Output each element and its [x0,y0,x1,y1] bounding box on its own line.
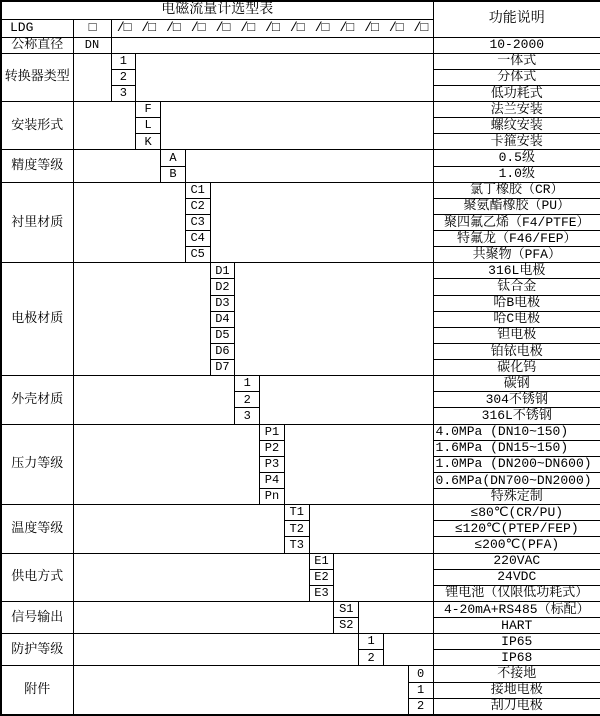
dn-code-box: □ [73,19,111,37]
option-desc-cell: 氯丁橡胶（CR） [433,182,600,198]
option-code-cell: 3 [235,408,260,424]
option-desc-cell: 哈B电极 [433,295,600,311]
option-desc-cell: 4.0MPa (DN10~150) [433,424,600,440]
option-desc-cell: IP68 [433,650,600,666]
blank-cell [185,150,433,182]
option-desc-cell: 共聚物（PFA） [433,247,600,263]
band-label: 电极材质 [1,263,73,376]
option-desc-cell: 刮刀电极 [433,698,600,715]
blank-cell [210,182,433,263]
option-desc-cell: 4-20mA+RS485（标配） [433,601,600,617]
option-desc-cell: 低功耗式 [433,85,600,101]
function-column-header: 功能说明 [433,1,600,37]
option-desc-cell: 不接地 [433,666,600,682]
option-code-cell: D3 [210,295,235,311]
option-desc-cell: 316L不锈钢 [433,408,600,424]
option-code-cell: D7 [210,360,235,376]
option-desc-cell: ≤80℃(CR/PU) [433,505,600,521]
option-code-cell: L [136,118,161,134]
option-code-cell: D2 [210,279,235,295]
code-slot-box: /□ [383,19,408,37]
dn-code-cell: DN [73,37,111,53]
band-label: 供电方式 [1,553,73,601]
band-label: 压力等级 [1,424,73,505]
blank-cell [73,53,111,101]
option-code-cell: F [136,102,161,118]
blank-cell [136,53,433,101]
blank-cell [260,376,433,424]
option-code-cell: 1 [235,376,260,392]
option-desc-cell: 接地电极 [433,682,600,698]
option-code-cell: 2 [359,650,384,666]
option-desc-cell: ≤200℃(PFA) [433,537,600,553]
option-code-cell: 1 [408,682,433,698]
option-desc-cell: 锂电池（仅限低功耗式） [433,585,600,601]
blank-cell [73,424,260,505]
model-prefix-cell: LDG [1,19,73,37]
option-code-cell: P3 [260,456,285,472]
code-slot-box: /□ [334,19,359,37]
option-code-cell: E3 [309,585,334,601]
option-desc-cell: 法兰安装 [433,102,600,118]
blank-cell [73,376,235,424]
option-code-cell: C2 [185,198,210,214]
option-code-cell: P4 [260,472,285,488]
option-desc-cell: HART [433,618,600,634]
option-desc-cell: 钽电极 [433,327,600,343]
blank-cell [73,505,284,553]
option-code-cell: T1 [284,505,309,521]
option-desc-cell: 铂铱电极 [433,343,600,359]
option-code-cell: Pn [260,489,285,505]
blank-cell [73,182,185,263]
blank-cell [383,634,433,666]
option-code-cell: 0 [408,666,433,682]
option-desc-cell: 1.0MPa (DN200~DN600) [433,456,600,472]
code-slot-box: /□ [309,19,334,37]
option-code-cell: D5 [210,327,235,343]
option-code-cell: 2 [408,698,433,715]
code-slot-box: /□ [260,19,285,37]
blank-cell [73,634,359,666]
option-code-cell: D1 [210,263,235,279]
blank-cell [359,601,433,633]
code-slot-box: /□ [408,19,433,37]
option-code-cell: S1 [334,601,359,617]
code-slot-box: /□ [161,19,186,37]
blank-cell [73,601,334,633]
option-desc-cell: 一体式 [433,53,600,69]
option-code-cell: S2 [334,618,359,634]
blank-cell [309,505,433,553]
band-label-dn: 公称直径 [1,37,73,53]
blank-cell [73,102,136,150]
option-desc-cell: 卡箍安装 [433,134,600,150]
option-code-cell: T2 [284,521,309,537]
option-desc-cell: 特氟龙（F46/FEP） [433,231,600,247]
option-code-cell: T3 [284,537,309,553]
option-desc-cell: 碳钢 [433,376,600,392]
option-code-cell: K [136,134,161,150]
option-desc-cell: ≤120℃(PTEP/FEP) [433,521,600,537]
option-code-cell: C1 [185,182,210,198]
page-title: 电磁流量计选型表 [1,1,433,19]
option-desc-cell: 24VDC [433,569,600,585]
band-label: 温度等级 [1,505,73,553]
option-code-cell: E2 [309,569,334,585]
option-code-cell: C4 [185,231,210,247]
blank-cell [73,263,210,376]
option-desc-cell: 螺纹安装 [433,118,600,134]
code-slot-box: /□ [136,19,161,37]
option-desc-cell: 聚四氟乙烯（F4/PTFE） [433,214,600,230]
option-code-cell: C3 [185,214,210,230]
blank-cell [284,424,433,505]
blank-cell [161,102,433,150]
option-code-cell: P2 [260,440,285,456]
blank-cell [73,150,161,182]
option-desc-cell: 特殊定制 [433,489,600,505]
option-code-cell: 3 [111,85,136,101]
band-label: 精度等级 [1,150,73,182]
option-code-cell: 2 [235,392,260,408]
blank-cell [73,553,309,601]
band-label: 信号输出 [1,601,73,633]
blank-cell [235,263,433,376]
blank-cell [73,666,408,715]
option-code-cell: D4 [210,311,235,327]
code-slot-box: /□ [111,19,136,37]
option-code-cell: E1 [309,553,334,569]
option-code-cell: C5 [185,247,210,263]
band-label: 转换器类型 [1,53,73,101]
option-code-cell: B [161,166,186,182]
option-code-cell: 2 [111,69,136,85]
option-code-cell: D6 [210,343,235,359]
option-desc-cell: 1.6MPa (DN15~150) [433,440,600,456]
blank-cell [111,37,433,53]
option-desc-cell: IP65 [433,634,600,650]
code-slot-box: /□ [359,19,384,37]
code-slot-box: /□ [284,19,309,37]
option-desc-cell: 哈C电极 [433,311,600,327]
option-desc-cell: 0.6MPa(DN700~DN2000) [433,472,600,488]
option-code-cell: 1 [359,634,384,650]
code-slot-box: /□ [185,19,210,37]
code-slot-box: /□ [210,19,235,37]
option-desc-cell: 碳化钨 [433,360,600,376]
band-label: 安装形式 [1,102,73,150]
dn-desc-cell: 10-2000 [433,37,600,53]
code-slot-box: /□ [235,19,260,37]
option-code-cell: P1 [260,424,285,440]
option-code-cell: 1 [111,53,136,69]
option-desc-cell: 316L电极 [433,263,600,279]
band-label: 防护等级 [1,634,73,666]
option-desc-cell: 钛合金 [433,279,600,295]
option-desc-cell: 聚氨酯橡胶（PU） [433,198,600,214]
option-desc-cell: 304不锈钢 [433,392,600,408]
option-desc-cell: 分体式 [433,69,600,85]
option-desc-cell: 1.0级 [433,166,600,182]
band-label: 外壳材质 [1,376,73,424]
option-desc-cell: 220VAC [433,553,600,569]
option-desc-cell: 0.5级 [433,150,600,166]
band-label: 附件 [1,666,73,715]
band-label: 衬里材质 [1,182,73,263]
option-code-cell: A [161,150,186,166]
blank-cell [334,553,433,601]
